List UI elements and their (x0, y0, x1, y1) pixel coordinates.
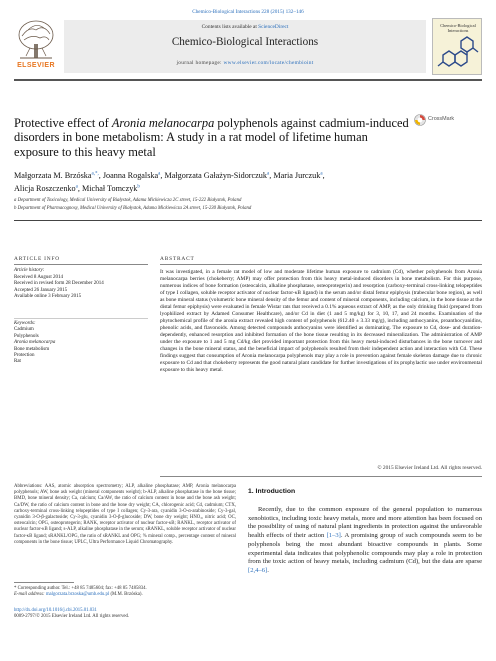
affiliation-mark[interactable]: a (266, 171, 270, 176)
corresponding-author-line: * Corresponding author. Tel.: +48 85 7485604; fax: +48 85 7485834. (14, 586, 147, 591)
elsevier-tree-icon (14, 18, 58, 62)
affiliation-mark[interactable]: a (158, 171, 161, 176)
author-separator: , (322, 170, 325, 180)
author-separator: , (269, 170, 274, 180)
cover-title: Chemico-Biological Interactions (440, 23, 476, 33)
abstract-end-rule (160, 476, 482, 477)
journal-homepage (64, 60, 426, 66)
keywords (14, 321, 148, 366)
affiliation-line: b Department of Pharmacognosy, Medical University of Białystok, Adama Mickiewicza 2A street, 15-230 Białystok, Poland (14, 206, 252, 211)
keyword: Cadmium (14, 327, 34, 333)
author-name: Maria Jurczuk (273, 170, 321, 180)
homepage-prefix: journal homepage: (176, 60, 224, 66)
reference-link[interactable]: [2,4–6] (248, 566, 268, 574)
elsevier-logo[interactable] (14, 18, 58, 73)
email-line (14, 592, 236, 598)
history-item: Received in revised form 28 December 2014 (14, 281, 104, 287)
introduction-text (248, 506, 482, 576)
doi-link[interactable]: http://dx.doi.org/10.1016/j.cbi.2015.01.031 (14, 608, 97, 613)
intro-text-part: . A promising group of such compounds seem to be polyphenols being the most abundant bioactive compounds in plants. Some experimental data indicates that polyphenolic compounds may play a role in protection from the toxic action of heavy metals, including cadmium (Cd), but the data are sparse (248, 532, 482, 566)
introduction-heading: 1. Introduction (248, 488, 296, 495)
journal-title[interactable]: Chemico-Biological Interactions (171, 36, 319, 48)
author[interactable] (82, 184, 140, 193)
keyword: Bone metabolism (14, 346, 50, 352)
corresponding-author-note (14, 586, 236, 599)
article-info-rule (14, 264, 148, 265)
author-separator: , (160, 170, 165, 180)
author-separator: , (77, 184, 82, 194)
abstract-copyright: © 2015 Elsevier Ireland Ltd. All rights reserved. (377, 465, 482, 471)
author-name: Małgorzata M. Brzóska (14, 170, 92, 180)
crossmark-label: CrossMark (428, 116, 455, 122)
crossmark-icon (414, 114, 426, 126)
title-species: Aronia melanocarpa (111, 116, 215, 130)
abstract-text: It was investigated, in a female rat model of low and moderate lifetime human exposure to cadmium (Cd), whether polyphenols from Aronia melanocarpa berries (chokeberry; AMP) may offer protection from this heavy metal-induced disorders in bone metabolism. For this purpose, numerous indices of bone formation (osteocalcin, alkaline phosphatase, osteoprotegerin) and resorption (carboxy-terminal cross-linking telopeptides of type I collagen, soluble receptor activator of nuclear factor-κB ligand) in the serum and/or distal femur epiphysis (trabecular bone region), as well as bone mineral status (volumetric bone mineral density of the femur and content of mineral components, including calcium, in the bone tissue at the distal femur epiphysis) were evaluated in female Wistar rats that received a 0.1% aqueous extract of AMP, as the only drinking fluid (prepared from lyophilized extract by Adamed Consumer Healthcare), and/or Cd in diet (1 and 5 mg/kg) for 3, 10, 17, and 24 months. Examination of the phytochemical profile of the aronia extract revealed high content of polyphenols (612.40 ± 3.33 mg/g), including anthocyanins, proanthocyanidins, phenolic acids, and flavonoids. Among detected compounds anthocyanins were identified as dominating. The exposure to Cd, dose- and duration-dependently, enhanced resorption and inhibited formation of the bone tissue resulting in its decreased mineralization. The administration of AMP under the exposure to 1 and 5 mg Cd/kg diet provided important protection from this heavy metal-induced disturbances in the bone turnover and changes in the bone mineral status, and the beneficial impact of polyphenols resulted from their independent action and interaction with Cd. These findings suggest that consumption of Aronia melanocarpa polyphenols may play a role in prevention against female skeleton damage due to chronic exposure to Cd and that chokeberry represents the good natural plant candidate for further investigations of its prophylactic use under environmental exposure to this heavy metal. (160, 269, 482, 373)
author[interactable] (14, 171, 103, 180)
homepage-link[interactable]: www.elsevier.com/locate/chembioint (223, 60, 314, 66)
author[interactable] (273, 171, 324, 180)
affiliation-mark[interactable]: a,*, (91, 171, 99, 176)
history-label: Article history: (14, 268, 45, 273)
article-history (14, 268, 148, 301)
journal-reference[interactable]: Chemico-Biological Interactions 228 (2015) 132–146 (192, 9, 304, 15)
keyword: Protection (14, 353, 35, 359)
footnote-rule (14, 582, 74, 583)
history-item: Accepted 26 January 2015 (14, 287, 68, 293)
contents-prefix: Contents lists available at (201, 24, 259, 30)
intro-text-part: . (267, 566, 269, 574)
history-item: Available online 3 February 2015 (14, 294, 82, 300)
journal-cover-thumbnail[interactable] (432, 18, 482, 75)
title-part-2: polyphenols against cadmium-induced disorders in bone metabolism: A study in a rat model of lifetime human exposure to this heavy metal (14, 116, 409, 159)
keywords-label: Keywords: (14, 321, 36, 326)
abstract-heading: ABSTRACT (160, 256, 195, 262)
email-link[interactable]: malgorzata.brzoska@umb.edu.pl (45, 592, 110, 598)
author[interactable] (164, 171, 273, 180)
contents-line (64, 24, 426, 30)
email-suffix: (M.M. Brzóska). (109, 592, 143, 598)
author-name: Joanna Rogalska (102, 170, 159, 180)
header-rule (14, 79, 482, 81)
keywords-rule (14, 318, 148, 319)
affiliation-mark[interactable]: a (320, 171, 323, 176)
masthead-box (64, 20, 426, 73)
affiliation-line: a Department of Toxicology, Medical University of Białystok, Adama Mickiewicza 2C street, 15-222 Białystok, Poland (14, 198, 242, 203)
reference-link[interactable]: [1–3] (326, 532, 341, 540)
author-list (14, 168, 484, 195)
sciencedirect-link[interactable]: ScienceDirect (258, 24, 289, 30)
article-info-heading: ARTICLE INFO (14, 256, 60, 262)
crossmark-badge[interactable] (414, 114, 458, 128)
email-label: E-mail address: (14, 592, 46, 598)
elsevier-wordmark: ELSEVIER (17, 62, 55, 69)
keyword: Rat (14, 359, 21, 365)
abstract-rule (160, 264, 482, 265)
keyword: Polyphenols (14, 333, 39, 339)
masthead (14, 18, 482, 75)
molecule-art-icon (435, 35, 481, 74)
section-rule (14, 220, 482, 221)
abbreviations-footnote: Abbreviations: AAS, atomic absorption spectrometry; ALP, alkaline phosphatase; AMP, Aronia melanocarpa polyphenols; AW, bone ash weight (mineral components weight); b-ALP, alkaline phosphatase in the bone tissue; BMD, bone mineral density; Ca, calcium; Ca/AW, the ratio of calcium content in bone and the bone ash weight; Ca/DW, the ratio of calcium content in bone and the bone dry weight; CA, chlorogenic acid; Cd, cadmium; CTX, carboxy-terminal cross-linking telopeptides of type I collagen; Cy-3-ara, cyanidin 3-O-α-arabinoside; Cy-3-gal, cyanidin 3-O-β-galactoside; Cy-3-glu, cyanidin 3-O-β-glucoside; DW, bone dry weight; HNO₃, nitric acid; OC, osteocalcin; OPG, osteoprotegerin; RANK, receptor activator of nuclear factor-κB; RANKL, receptor activator of nuclear factor-κB ligand; s-ALP, alkaline phosphatase in the serum; sRANKL, soluble receptor activator of nuclear factor-κB ligand; sRANKL/OPG, the ratio of sRANKL and OPG; % mineral comp., percentage content of mineral components in the bone tissue; UPLC, Ultra Performance Liquid Chromatography. (14, 484, 236, 545)
affiliation-mark[interactable]: b (137, 184, 140, 190)
author-separator: , (98, 170, 103, 180)
affiliation-mark[interactable]: a (75, 184, 78, 190)
author-name: Michał Tomczyk (81, 184, 138, 194)
history-item: Received 8 August 2014 (14, 274, 64, 280)
keyword: Aronia melanocarpa (14, 340, 56, 346)
issn-line: 0009-2797/© 2015 Elsevier Ireland Ltd. All rights reserved. (14, 614, 130, 620)
author-name: Alicja Roszczenko (14, 184, 76, 194)
affiliations (14, 197, 484, 213)
article-title (14, 116, 414, 159)
title-part-1: Protective effect of (14, 116, 112, 130)
author-name: Małgorzata Gałażyn-Sidorczuk (164, 170, 267, 180)
author[interactable] (14, 184, 82, 193)
author[interactable] (103, 171, 165, 180)
intro-text-part: Recently, due to the common exposure of the general population to numerous xenobiotics, including toxic heavy metals, more and more attention has been focused on the possibility of using of natural plant ingredients in protection against the unfavorable health effects of their action (248, 506, 482, 540)
doi-block (14, 608, 236, 621)
